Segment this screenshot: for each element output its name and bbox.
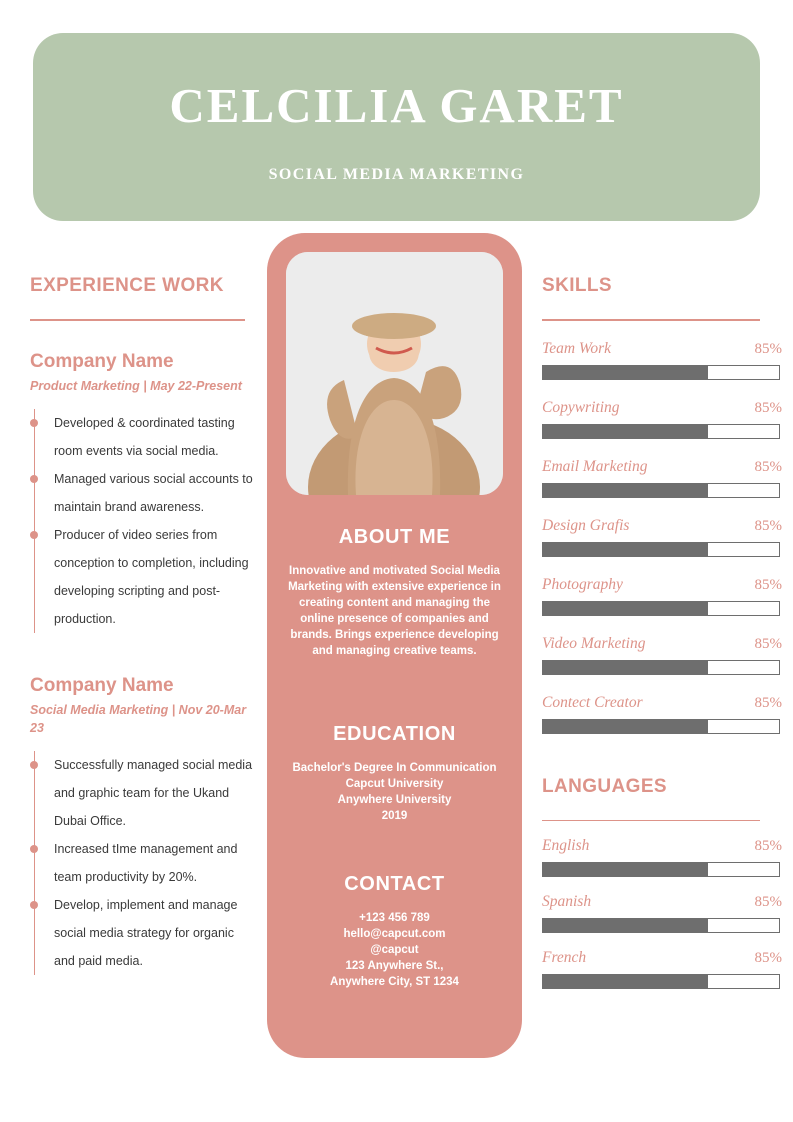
education-line: 2019 (381, 810, 408, 822)
language-bar (542, 918, 780, 933)
job-bullets (30, 409, 255, 633)
experience-item (30, 351, 255, 633)
skill-label: Design Grafis (542, 516, 630, 534)
bullet-text: Managed various social accounts to maintain brand awareness. (54, 471, 253, 514)
bullet-dot-icon (30, 845, 38, 853)
avatar (286, 252, 503, 495)
skill-bar (542, 719, 780, 734)
skill-bar (542, 483, 780, 498)
contact-phone[interactable]: +123 456 789 (359, 912, 430, 924)
company-name: Company Name (30, 674, 174, 696)
skill-percent: 85% (754, 340, 782, 357)
bullet-dot-icon (30, 419, 38, 427)
bullet-text: Developed & coordinated tasting room events via social media. (54, 415, 235, 458)
skill-label: Team Work (542, 339, 612, 357)
skill-item (542, 576, 782, 616)
list-item (30, 891, 255, 975)
language-label: French (542, 949, 587, 966)
education-line: Capcut University (345, 778, 444, 790)
skills-heading: SKILLS (542, 275, 612, 296)
bullet-dot-icon (30, 475, 38, 483)
language-item (542, 949, 782, 989)
bullet-text: Develop, implement and manage social media strategy for organic and paid media. (54, 897, 238, 968)
languages-section (542, 776, 782, 990)
skill-percent: 85% (754, 694, 782, 711)
job-meta: Social Media Marketing | Nov 20-Mar 23 (30, 702, 247, 735)
bullet-text: Successfully managed social media and graphic team for the Ukand Dubai Office. (54, 757, 253, 828)
skill-label: Email Marketing (542, 457, 648, 475)
skill-bar-fill (543, 720, 708, 733)
list-item (30, 409, 255, 465)
languages-heading: LANGUAGES (542, 775, 667, 797)
list-item (30, 521, 255, 633)
bullet-dot-icon (30, 531, 38, 539)
contact-email[interactable]: hello@capcut.com (343, 928, 446, 940)
language-bar-fill (543, 863, 708, 876)
skill-item (542, 458, 782, 498)
bullet-dot-icon (30, 761, 38, 769)
language-label: English (542, 837, 590, 854)
language-percent: 85% (754, 950, 782, 966)
skill-item (542, 399, 782, 439)
skill-bar-fill (543, 543, 708, 556)
job-meta: Product Marketing | May 22-Present (30, 378, 242, 393)
contact-address-line1: 123 Anywhere St., (345, 960, 444, 972)
page-title: CELCILIA GARET (169, 77, 624, 133)
skill-bar (542, 601, 780, 616)
contact-lines (267, 910, 522, 990)
about-me-text: Innovative and motivated Social Media Marketing with extensive experience in creating content and managing the online presence of companies and brands. Brings experience developing and managing creative teams. (288, 565, 501, 657)
skill-bar-fill (543, 425, 708, 438)
language-bar-fill (543, 919, 708, 932)
portrait-photo-icon (286, 252, 503, 495)
language-label: Spanish (542, 893, 592, 910)
language-item (542, 837, 782, 877)
skill-bar (542, 660, 780, 675)
header-subtitle: SOCIAL MEDIA MARKETING (268, 165, 525, 183)
contact-address-line2: Anywhere City, ST 1234 (330, 976, 459, 988)
skill-item (542, 694, 782, 734)
education-line: Anywhere University (337, 794, 452, 806)
experience-section (30, 275, 255, 975)
language-item (542, 893, 782, 933)
skill-bar-fill (543, 484, 708, 497)
education-heading: EDUCATION (333, 723, 456, 745)
list-item (30, 835, 255, 891)
skill-percent: 85% (754, 399, 782, 416)
job-bullets (30, 751, 255, 975)
about-me-section (267, 526, 522, 659)
bullet-text: Increased tIme management and team productivity by 20%. (54, 841, 238, 884)
skill-label: Photography (542, 575, 623, 593)
language-bar (542, 974, 780, 989)
skill-bar-fill (543, 602, 708, 615)
skill-percent: 85% (754, 517, 782, 534)
about-me-heading: ABOUT ME (338, 526, 451, 548)
divider (542, 319, 760, 321)
contact-section (267, 873, 522, 990)
bullet-text: Producer of video series from conception to completion, including developing scripting and post-production. (54, 527, 249, 626)
education-line: Bachelor's Degree In Communication (292, 762, 497, 774)
language-bar (542, 862, 780, 877)
divider (30, 319, 245, 321)
skill-bar-fill (543, 661, 708, 674)
skill-label: Video Marketing (542, 634, 646, 652)
language-percent: 85% (754, 894, 782, 910)
skill-label: Copywriting (542, 398, 620, 416)
education-lines (267, 760, 522, 824)
divider (542, 820, 760, 822)
list-item (30, 751, 255, 835)
contact-heading: CONTACT (344, 873, 445, 895)
skill-percent: 85% (754, 458, 782, 475)
profile-panel (267, 233, 522, 1058)
contact-social[interactable]: @capcut (370, 944, 419, 956)
language-bar-fill (543, 975, 708, 988)
skill-bar (542, 365, 780, 380)
bullet-dot-icon (30, 901, 38, 909)
experience-item (30, 675, 255, 975)
skill-percent: 85% (754, 576, 782, 593)
skill-item (542, 340, 782, 380)
skills-section (542, 275, 782, 989)
company-name: Company Name (30, 350, 174, 372)
education-section (267, 723, 522, 824)
skill-item (542, 517, 782, 557)
skill-bar (542, 542, 780, 557)
skill-percent: 85% (754, 635, 782, 652)
skill-bar-fill (543, 366, 708, 379)
skill-label: Contect Creator (542, 693, 643, 711)
experience-heading: EXPERIENCE WORK (30, 275, 224, 296)
skill-bar (542, 424, 780, 439)
header-banner (33, 33, 760, 221)
list-item (30, 465, 255, 521)
language-percent: 85% (754, 838, 782, 854)
skill-item (542, 635, 782, 675)
